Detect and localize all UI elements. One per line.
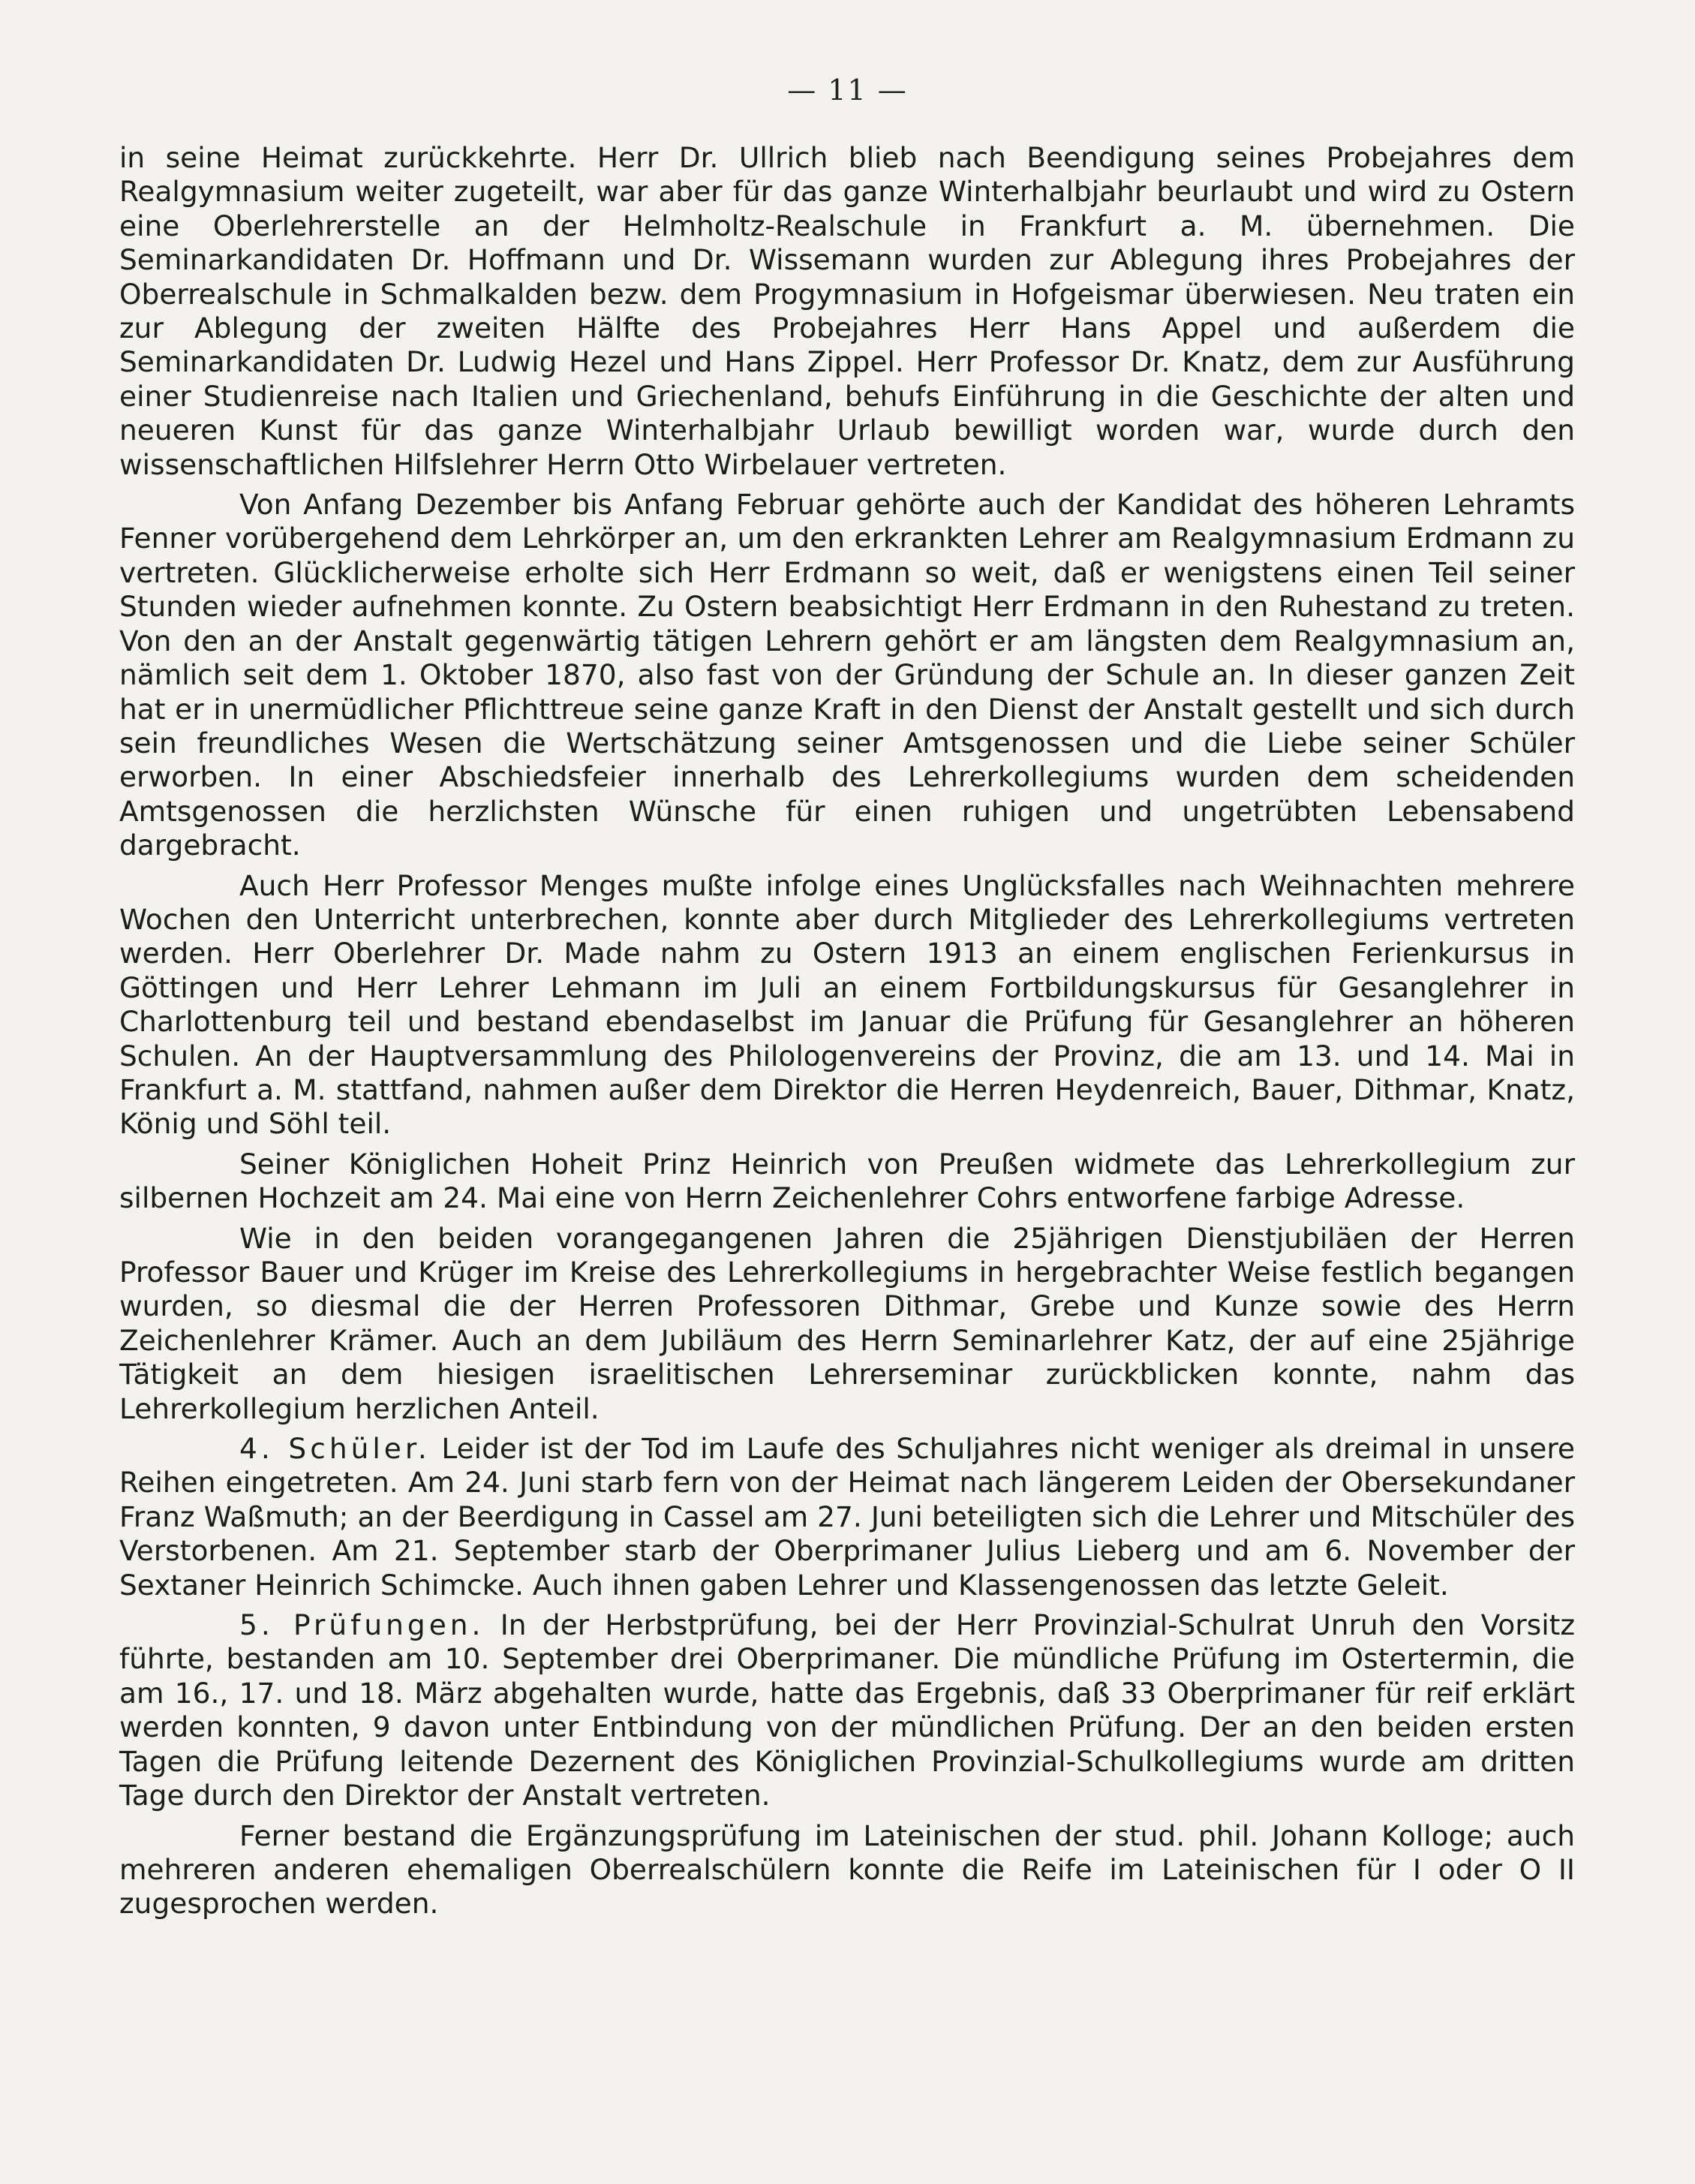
- section-heading-schueler: 4. Schüler.: [239, 1432, 431, 1466]
- paragraph-2: Von Anfang Dezember bis Anfang Februar gehörte auch der Kandidat des höheren Lehramts Fenner vorübergehend dem Lehrkörper an, um den erkrankten Lehrer am Realgymnasium Erdmann zu vertreten. Glücklicherweise erholte sich Herr Erdmann so weit, daß er wenigstens einen Teil seiner Stunden wieder aufnehmen konnte. Zu Ostern beabsichtigt Herr Erdmann in den Ruhestand zu treten. Von den an der Anstalt gegenwärtig tätigen Lehrern gehört er am längsten dem Realgymnasium an, nämlich seit dem 1. Oktober 1870, also fast von der Gründung der Schule an. In dieser ganzen Zeit hat er in unermüdlicher Pflichttreue seine ganze Kraft in den Dienst der Anstalt gestellt und sich durch sein freundliches Wesen die Wertschätzung seiner Amtsgenossen und die Liebe seiner Schüler erworben. In einer Abschiedsfeier innerhalb des Lehrerkollegiums wurden dem scheidenden Amtsgenossen die herzlichsten Wünsche für einen ruhigen und ungetrübten Lebensabend dargebracht.: [119, 488, 1575, 862]
- paragraph-6: [119, 1432, 1575, 1602]
- body-text: [119, 141, 1575, 1921]
- paragraph-3: Auch Herr Professor Menges mußte infolge eines Unglücksfalles nach Weihnachten mehrere Wochen den Unterricht unterbrechen, konnte aber durch Mitglieder des Lehrerkollegiums vertreten werden. Herr Oberlehrer Dr. Made nahm zu Ostern 1913 an einem englischen Ferienkursus in Göttingen und Herr Lehrer Lehmann im Juli an einem Fortbildungskursus für Gesanglehrer in Charlottenburg teil und bestand ebendaselbst im Januar die Prüfung für Gesanglehrer an höheren Schulen. An der Hauptversammlung des Philologenvereins der Provinz, die am 13. und 14. Mai in Frankfurt a. M. stattfand, nahmen außer dem Direktor die Herren Heydenreich, Bauer, Dithmar, Knatz, König und Söhl teil.: [119, 868, 1575, 1141]
- paragraph-6-text: Leider ist der Tod im Laufe des Schuljahres nicht weniger als dreimal in unsere Reihen eingetreten. Am 24. Juni starb fern von der Heimat nach längerem Leiden der Obersekundaner Franz Waßmuth; an der Beerdigung in Cassel am 27. Juni beteiligten sich die Lehrer und Mitschüler des Verstorbenen. Am 21. September starb der Oberprimaner Julius Lieberg und am 6. November der Sextaner Heinrich Schimcke. Auch ihnen gaben Lehrer und Klassengenossen das letzte Geleit.: [119, 1432, 1575, 1602]
- section-heading-pruefungen: 5. Prüfungen.: [239, 1608, 485, 1642]
- paragraph-7: [119, 1608, 1575, 1812]
- paragraph-8: Ferner bestand die Ergänzungsprüfung im Lateinischen der stud. phil. Johann Kolloge; auch mehreren anderen ehemaligen Oberrealschülern konnte die Reife im Lateinischen für I oder O II zugesprochen werden.: [119, 1818, 1575, 1921]
- paragraph-1: in seine Heimat zurückkehrte. Herr Dr. Ullrich blieb nach Beendigung seines Probejahres dem Realgymnasium weiter zugeteilt, war aber für das ganze Winterhalbjahr beurlaubt und wird zu Ostern eine Oberlehrerstelle an der Helmholtz-Realschule in Frankfurt a. M. übernehmen. Die Seminarkandidaten Dr. Hoffmann und Dr. Wissemann wurden zur Ablegung ihres Probejahres der Oberrealschule in Schmalkalden bezw. dem Progymnasium in Hofgeismar überwiesen. Neu traten ein zur Ablegung der zweiten Hälfte des Probejahres Herr Hans Appel und außerdem die Seminarkandidaten Dr. Ludwig Hezel und Hans Zippel. Herr Professor Dr. Knatz, dem zur Ausführung einer Studienreise nach Italien und Griechenland, behufs Einführung in die Geschichte der alten und neueren Kunst für das ganze Winterhalbjahr Urlaub bewilligt worden war, wurde durch den wissenschaftlichen Hilfslehrer Herrn Otto Wirbelauer vertreten.: [119, 141, 1575, 481]
- paragraph-5: Wie in den beiden vorangegangenen Jahren die 25jährigen Dienstjubiläen der Herren Professor Bauer und Krüger im Kreise des Lehrerkollegiums in hergebrachter Weise festlich begangen wurden, so diesmal die der Herren Professoren Dithmar, Grebe und Kunze sowie des Herrn Zeichenlehrer Krämer. Auch an dem Jubiläum des Herrn Seminarlehrer Katz, der auf eine 25jährige Tätigkeit an dem hiesigen israelitischen Lehrerseminar zurückblicken konnte, nahm das Lehrerkollegium herzlichen Anteil.: [119, 1221, 1575, 1425]
- paragraph-4: Seiner Königlichen Hoheit Prinz Heinrich von Preußen widmete das Lehrerkollegium zur silbernen Hochzeit am 24. Mai eine von Herrn Zeichenlehrer Cohrs entworfene farbige Adresse.: [119, 1147, 1575, 1215]
- paragraph-7-text: In der Herbstprüfung, bei der Herr Provinzial-Schulrat Unruh den Vorsitz führte, bestanden am 10. September drei Oberprimaner. Die mündliche Prüfung im Ostertermin, die am 16., 17. und 18. März abgehalten wurde, hatte das Ergebnis, daß 33 Oberprimaner für reif erklärt werden konnten, 9 davon unter Entbindung von der mündlichen Prüfung. Der an den beiden ersten Tagen die Prüfung leitende Dezernent des Königlichen Provinzial-Schulkollegiums wurde am dritten Tage durch den Direktor der Anstalt vertreten.: [119, 1608, 1576, 1812]
- page-number: — 11 —: [787, 74, 908, 107]
